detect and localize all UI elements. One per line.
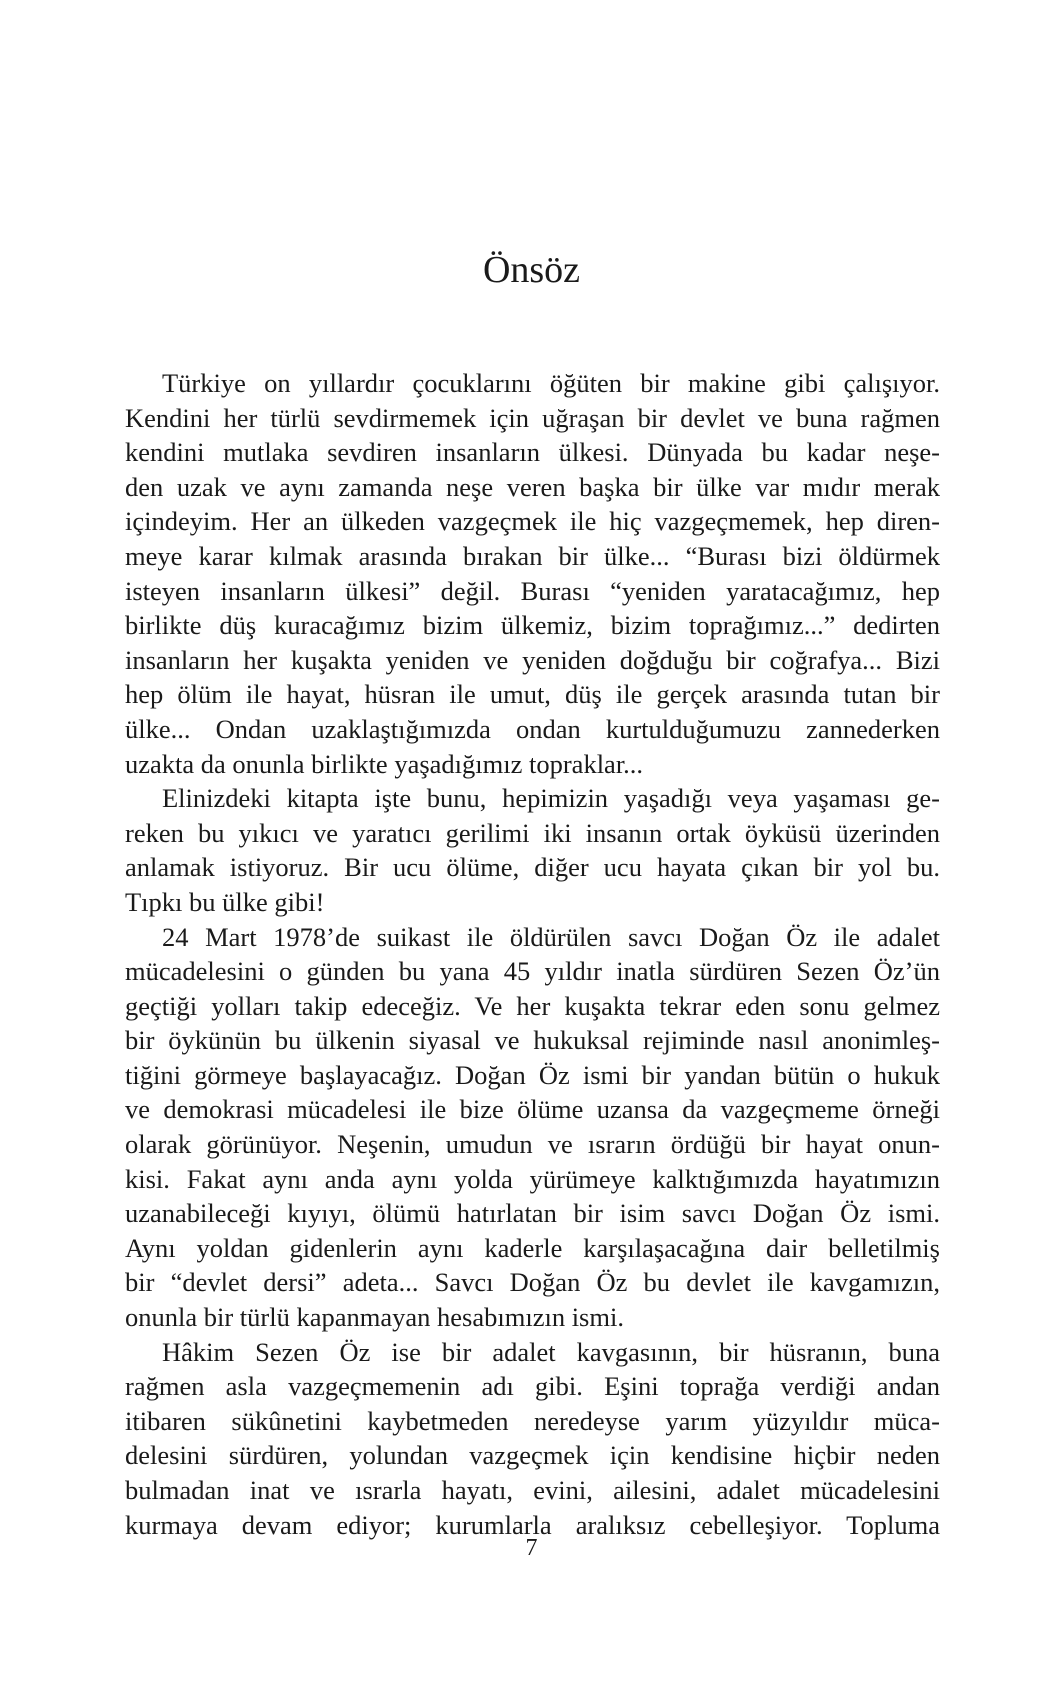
text-line: geçtiği yolları takip edeceğiz. Ve her kuşakta tekrar eden sonu gelmez [125, 990, 940, 1021]
text-line: rağmen asla vazgeçmemenin adı gibi. Eşini toprağa verdiği andan [125, 1371, 940, 1402]
text-line: ülke... Ondan uzaklaştığımızda ondan kurtulduğumuzu zannederken [125, 713, 940, 744]
text-line: den uzak ve aynı zamanda neşe veren başka bir ülke var mıdır merak [125, 471, 940, 502]
text-line: insanların her kuşakta yeniden ve yeniden doğduğu bir coğrafya... Bizi [125, 644, 940, 675]
text-line: ve demokrasi mücadelesi ile bize ölüme uzansa da vazgeçmeme örneği [125, 1094, 940, 1125]
text-line: reken bu yıkıcı ve yaratıcı gerilimi iki insanın ortak öyküsü üzerinden [125, 817, 940, 848]
text-line: tiğini görmeye başlayacağız. Doğan Öz ismi bir yandan bütün o hukuk [125, 1059, 940, 1090]
text-line: mücadelesini o günden bu yana 45 yıldır inatla sürdüren Sezen Öz’ün [125, 956, 940, 987]
text-line: Elinizdeki kitapta işte bunu, hepimizin yaşadığı veya yaşaması ge- [162, 783, 940, 814]
page-number: 7 [525, 1535, 538, 1561]
text-line: uzakta da onunla birlikte yaşadığımız topraklar... [125, 748, 644, 779]
text-line: Türkiye on yıllardır çocuklarını öğüten bir makine gibi çalışıyor. [162, 368, 940, 398]
text-line: onunla bir türlü kapanmayan hesabımızın ismi. [125, 1302, 624, 1333]
text-line: bulmadan inat ve ısrarla hayatı, evini, ailesini, adalet mücadelesini [125, 1475, 940, 1505]
text-line: Tıpkı bu ülke gibi! [125, 886, 325, 917]
text-line: Aynı yoldan gidenlerin aynı kaderle karşılaşacağına dair belletilmiş [125, 1232, 940, 1263]
text-line: hep ölüm ile hayat, hüsran ile umut, düş ile gerçek arasında tutan bir [125, 679, 940, 710]
text-line: kurmaya devam ediyor; kurumlarla aralıksız cebelleşiyor. Topluma [125, 1509, 940, 1540]
text-line: bir öykünün bu ülkenin siyasal ve hukuksal rejiminde nasıl anonimleş- [125, 1025, 940, 1056]
text-line: isteyen insanların ülkesi” değil. Burası “yeniden yaratacağımız, hep [125, 575, 940, 606]
body-text [125, 366, 940, 1542]
text-line: delesini sürdüren, yolundan vazgeçmek için kendisine hiçbir neden [125, 1440, 940, 1471]
text-line: olarak görünüyor. Neşenin, umudun ve ısrarın ördüğü bir hayat onun- [125, 1129, 940, 1160]
text-line: Hâkim Sezen Öz ise bir adalet kavgasının, bir hüsranın, buna [162, 1336, 940, 1367]
text-line: 24 Mart 1978’de suikast ile öldürülen savcı Doğan Öz ile adalet [162, 921, 940, 952]
text-line: içindeyim. Her an ülkeden vazgeçmek ile hiç vazgeçmemek, hep diren- [125, 506, 940, 537]
text-line: kisi. Fakat aynı anda aynı yolda yürümeye kalktığımızda hayatımızın [125, 1163, 940, 1194]
text-line: itibaren sükûnetini kaybetmeden neredeyse yarım yüzyıldır müca- [125, 1405, 940, 1436]
text-line: meye karar kılmak arasında bırakan bir ülke... “Burası bizi öldürmek [125, 540, 940, 571]
text-line: anlamak istiyoruz. Bir ucu ölüme, diğer ucu hayata çıkan bir yol bu. [125, 852, 940, 883]
text-line: Kendini her türlü sevdirmemek için uğraşan bir devlet ve buna rağmen [125, 402, 940, 433]
text-line: bir “devlet dersi” adeta... Savcı Doğan Öz bu devlet ile kavgamızın, [125, 1267, 940, 1298]
text-line: birlikte düş kuracağımız bizim ülkemiz, bizim toprağımız...” dedirten [125, 610, 940, 641]
text-line: kendini mutlaka sevdiren insanların ülkesi. Dünyada bu kadar neşe- [125, 437, 940, 468]
page-title: Önsöz [482, 249, 581, 291]
text-line: uzanabileceği kıyıyı, ölümü hatırlatan bir isim savcı Doğan Öz ismi. [125, 1198, 940, 1229]
